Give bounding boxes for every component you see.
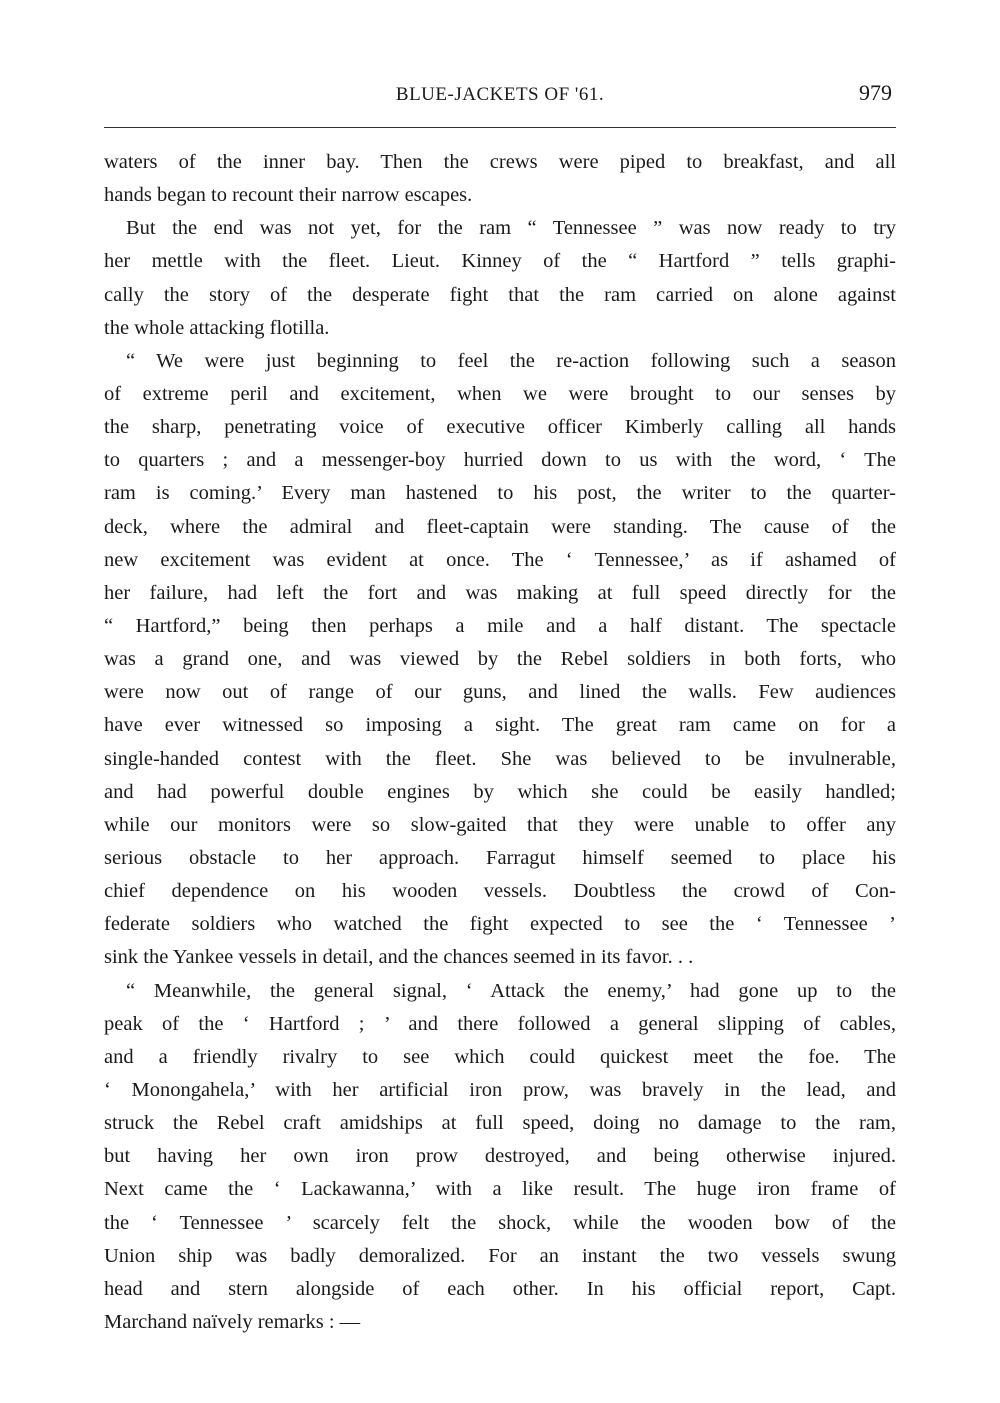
text-line: deck, where the admiral and fleet-captain were standing. The cause of the [104, 515, 896, 538]
paragraph [104, 975, 896, 1340]
paragraph [104, 345, 896, 975]
text-line: was a grand one, and was viewed by the Rebel soldiers in both forts, who [104, 648, 896, 671]
text-line: and had powerful double engines by which she could be easily handled; [104, 780, 896, 803]
text-line: head and stern alongside of each other. In his official report, Capt. [104, 1277, 896, 1300]
text-line: ‘ Monongahela,’ with her artificial iron prow, was bravely in the lead, and [104, 1078, 896, 1101]
text-line: But the end was not yet, for the ram “ Tennessee ” was now ready to try [126, 217, 896, 240]
text-line: peak of the ‘ Hartford ; ’ and there followed a general slipping of cables, [104, 1012, 896, 1035]
text-line: Next came the ‘ Lackawanna,’ with a like result. The huge iron frame of [104, 1178, 896, 1201]
text-line: ram is coming.’ Every man hastened to his post, the writer to the quarter- [104, 482, 896, 505]
text-line: “ We were just beginning to feel the re-action following such a season [126, 349, 896, 372]
text-line: “ Hartford,” being then perhaps a mile and a half distant. The spectacle [104, 614, 896, 637]
text-line: the ‘ Tennessee ’ scarcely felt the shock, while the wooden bow of the [104, 1211, 896, 1234]
text-line: Union ship was badly demoralized. For an instant the two vessels swung [104, 1244, 896, 1267]
text-line: to quarters ; and a messenger-boy hurried down to us with the word, ‘ The [104, 449, 896, 472]
body-text [104, 146, 896, 1339]
text-line: single-handed contest with the fleet. She was believed to be invulnerable, [104, 747, 896, 770]
page-header [104, 80, 896, 114]
text-line: her mettle with the fleet. Lieut. Kinney of the “ Hartford ” tells graphi- [104, 250, 896, 273]
text-line: her failure, had left the fort and was making at full speed directly for the [104, 581, 896, 604]
text-line: but having her own iron prow destroyed, and being otherwise injured. [104, 1145, 896, 1168]
text-line: waters of the inner bay. Then the crews were piped to breakfast, and all [104, 151, 896, 173]
text-line: and a friendly rivalry to see which could quickest meet the foe. The [104, 1045, 896, 1068]
text-line: Marchand naïvely remarks : — [104, 1310, 361, 1333]
text-line: the sharp, penetrating voice of executive officer Kimberly calling all hands [104, 416, 896, 439]
paragraph [104, 212, 896, 345]
running-title: BLUE-JACKETS OF '61. [395, 84, 605, 105]
text-line: serious obstacle to her approach. Farragut himself seemed to place his [104, 846, 896, 869]
text-line: chief dependence on his wooden vessels. Doubtless the crowd of Con- [104, 880, 896, 903]
text-line: new excitement was evident at once. The ‘ Tennessee,’ as if ashamed of [104, 548, 896, 571]
text-line: of extreme peril and excitement, when we were brought to our senses by [104, 382, 896, 405]
text-line: sink the Yankee vessels in detail, and the chances seemed in its favor. . . [104, 946, 694, 969]
page-number: 979 [859, 80, 892, 105]
text-line: “ Meanwhile, the general signal, ‘ Attack the enemy,’ had gone up to the [126, 979, 896, 1002]
paragraph [104, 146, 896, 212]
text-line: cally the story of the desperate fight that the ram carried on alone against [104, 283, 896, 306]
text-line: the whole attacking flotilla. [104, 316, 330, 339]
text-line: hands began to recount their narrow escapes. [104, 184, 473, 207]
text-line: struck the Rebel craft amidships at full speed, doing no damage to the ram, [104, 1112, 896, 1135]
text-line: were now out of range of our guns, and lined the walls. Few audiences [104, 681, 896, 704]
header-rule [104, 127, 896, 128]
text-line: federate soldiers who watched the fight expected to see the ‘ Tennessee ’ [104, 913, 896, 936]
text-line: have ever witnessed so imposing a sight. The great ram came on for a [104, 714, 896, 737]
text-line: while our monitors were so slow-gaited that they were unable to offer any [104, 813, 896, 836]
